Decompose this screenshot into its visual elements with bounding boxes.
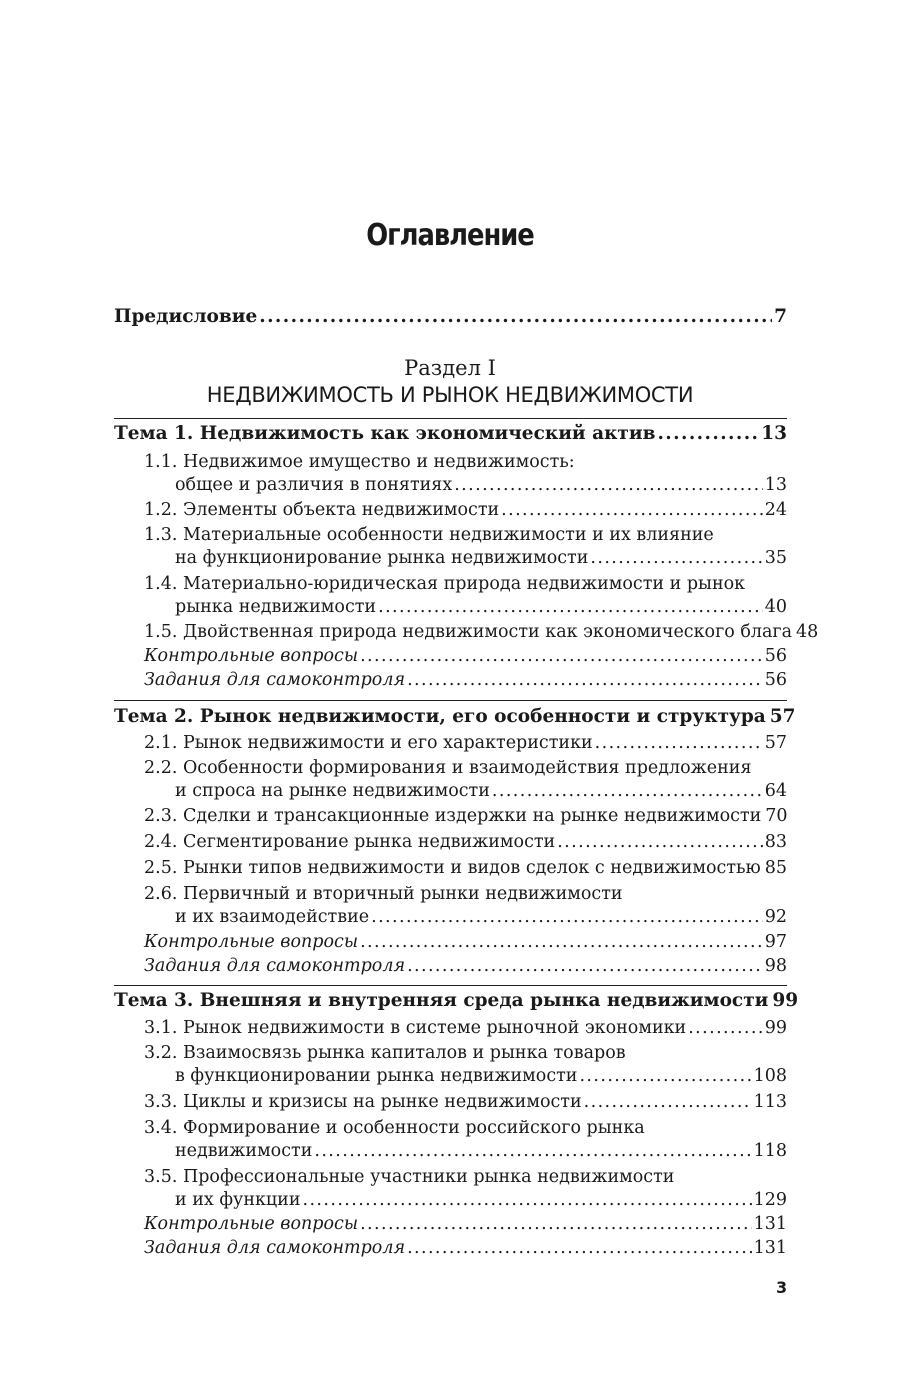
toc-item-2-6[interactable]: 2.6. Первичный и вторичный рынки недвижимости	[144, 884, 623, 904]
toc-item-text: рынка недвижимости	[175, 597, 377, 617]
toc-page-number: 113	[753, 1092, 787, 1112]
toc-page-number: 108	[753, 1066, 787, 1086]
topic-divider	[114, 418, 787, 419]
toc-item-3-2-cont[interactable]	[114, 1066, 787, 1086]
toc-page-number: 57	[764, 733, 787, 753]
page-number: 3	[776, 1278, 788, 1297]
section-number: Раздел I	[404, 356, 496, 380]
toc-topic-2[interactable]	[114, 706, 796, 727]
toc-item-3-3[interactable]	[114, 1092, 787, 1112]
toc-tasks-3[interactable]	[114, 1238, 787, 1258]
toc-questions-3[interactable]	[114, 1214, 787, 1234]
toc-item-text: Задания для самоконтроля	[144, 956, 406, 976]
toc-item-1-5[interactable]	[114, 622, 819, 642]
toc-page-number: 56	[764, 670, 787, 690]
toc-item-3-4[interactable]: 3.4. Формирование и особенности российского рынка	[144, 1118, 645, 1138]
toc-item-text: 2.3. Сделки и трансакционные издержки на рынке недвижимости	[144, 806, 762, 826]
toc-item-3-1[interactable]	[114, 1018, 787, 1038]
toc-item-text: 3.1. Рынок недвижимости в системе рыночной экономики	[144, 1018, 687, 1038]
leader-dots	[360, 932, 763, 952]
leader-dots	[657, 423, 759, 444]
toc-page-number: 99	[764, 1018, 787, 1038]
toc-item-text: недвижимости	[175, 1141, 313, 1161]
toc-item-2-3[interactable]	[114, 806, 787, 826]
leader-dots	[314, 1141, 751, 1161]
toc-item-text: Задания для самоконтроля	[144, 1238, 406, 1258]
toc-page-number: 24	[764, 500, 787, 520]
toc-topic-1[interactable]	[114, 423, 787, 444]
toc-item-2-1[interactable]	[114, 733, 787, 753]
toc-item-2-4[interactable]	[114, 832, 787, 852]
leader-dots	[492, 781, 763, 801]
toc-item-3-4-cont[interactable]	[114, 1141, 787, 1161]
toc-page-number: 131	[753, 1238, 787, 1258]
toc-item-1-1-cont[interactable]	[114, 475, 787, 495]
toc-item-1-3[interactable]: 1.3. Материальные особенности недвижимости и их влияние	[144, 525, 714, 545]
toc-item-text: на функционирование рынка недвижимости	[175, 548, 589, 568]
toc-entry-preface[interactable]	[114, 306, 787, 327]
leader-dots	[501, 500, 763, 520]
toc-page-number: 118	[753, 1141, 787, 1161]
toc-item-text: 1.5. Двойственная природа недвижимости как экономического блага	[144, 622, 793, 642]
toc-page-number: 83	[764, 832, 787, 852]
leader-dots	[371, 907, 763, 927]
leader-dots	[360, 1214, 752, 1234]
toc-item-1-3-cont[interactable]	[114, 548, 787, 568]
toc-item-text: 2.5. Рынки типов недвижимости и видов сделок с недвижимостью	[144, 858, 761, 878]
toc-item-2-6-cont[interactable]	[114, 907, 787, 927]
toc-item-text: 1.2. Элементы объекта недвижимости	[144, 500, 500, 520]
toc-item-2-2[interactable]: 2.2. Особенности формирования и взаимодействия предложения	[144, 758, 752, 778]
leader-dots	[407, 1238, 752, 1258]
toc-page-number: 131	[753, 1214, 787, 1234]
toc-item-2-5[interactable]	[114, 858, 787, 878]
section-name: НЕДВИЖИМОСТЬ И РЫНОК НЕДВИЖИМОСТИ	[206, 383, 694, 407]
leader-dots	[407, 670, 763, 690]
toc-topic-title: Тема 2. Рынок недвижимости, его особенности и структура	[114, 706, 766, 727]
toc-item-1-2[interactable]	[114, 500, 787, 520]
toc-questions-1[interactable]	[114, 646, 787, 666]
toc-page-number: 13	[761, 423, 787, 444]
toc-item-text: общее и различия в понятиях	[175, 475, 453, 495]
toc-page-number: 92	[764, 907, 787, 927]
leader-dots	[579, 1066, 751, 1086]
toc-page-number: 7	[774, 306, 787, 327]
toc-page-number: 97	[764, 932, 787, 952]
toc-page-number: 48	[796, 622, 819, 642]
toc-item-text: Задания для самоконтроля	[144, 670, 406, 690]
toc-item-text: Контрольные вопросы	[144, 646, 359, 666]
toc-entry-title: Предисловие	[114, 306, 258, 327]
toc-questions-2[interactable]	[114, 932, 787, 952]
toc-item-3-2[interactable]: 3.2. Взаимосвязь рынка капиталов и рынка товаров	[144, 1043, 626, 1063]
leader-dots	[407, 956, 763, 976]
toc-item-text: 3.3. Циклы и кризисы на рынке недвижимости	[144, 1092, 582, 1112]
toc-item-3-5-cont[interactable]	[114, 1190, 787, 1210]
topic-divider	[114, 700, 787, 701]
toc-topic-3[interactable]	[114, 990, 799, 1011]
leader-dots	[454, 475, 763, 495]
toc-page-number: 99	[772, 990, 799, 1011]
toc-item-1-4-cont[interactable]	[114, 597, 787, 617]
leader-dots	[303, 1190, 752, 1210]
toc-item-text: 2.4. Сегментирование рынка недвижимости	[144, 832, 556, 852]
leader-dots	[590, 548, 762, 568]
toc-tasks-1[interactable]	[114, 670, 787, 690]
leader-dots	[360, 646, 763, 666]
toc-item-text: Контрольные вопросы	[144, 932, 359, 952]
toc-item-text: и спроса на рынке недвижимости	[175, 781, 490, 801]
leader-dots	[557, 832, 763, 852]
leader-dots	[378, 597, 763, 617]
toc-page-number: 70	[765, 806, 788, 826]
topic-divider	[114, 985, 787, 986]
toc-page-number: 85	[764, 858, 788, 878]
toc-page-number: 40	[764, 597, 787, 617]
toc-page-number: 57	[769, 706, 796, 727]
leader-dots	[584, 1092, 752, 1112]
toc-page-number: 56	[764, 646, 787, 666]
toc-topic-title: Тема 3. Внешняя и внутренняя среда рынка недвижимости	[114, 990, 769, 1011]
toc-item-text: в функционировании рынка недвижимости	[175, 1066, 578, 1086]
toc-page-number: 98	[764, 956, 787, 976]
toc-item-3-5[interactable]: 3.5. Профессиональные участники рынка недвижимости	[144, 1167, 675, 1187]
toc-page-number: 129	[753, 1190, 787, 1210]
toc-page-number: 64	[764, 781, 787, 801]
toc-page-number: 35	[764, 548, 787, 568]
toc-tasks-2[interactable]	[114, 956, 787, 976]
leader-dots	[259, 306, 772, 327]
toc-item-text: 2.1. Рынок недвижимости и его характеристики	[144, 733, 593, 753]
page-title: Оглавление	[366, 218, 534, 253]
toc-item-text: и их функции	[175, 1190, 301, 1210]
toc-topic-title: Тема 1. Недвижимость как экономический актив	[114, 423, 656, 444]
toc-item-2-2-cont[interactable]	[114, 781, 787, 801]
leader-dots	[688, 1018, 763, 1038]
toc-item-text: Контрольные вопросы	[144, 1214, 359, 1234]
toc-item-text: и их взаимодействие	[175, 907, 370, 927]
toc-item-1-1[interactable]: 1.1. Недвижимое имущество и недвижимость:	[144, 452, 575, 472]
toc-item-1-4[interactable]: 1.4. Материально-юридическая природа недвижимости и рынок	[144, 574, 746, 594]
toc-page-number: 13	[764, 475, 787, 495]
leader-dots	[595, 733, 763, 753]
